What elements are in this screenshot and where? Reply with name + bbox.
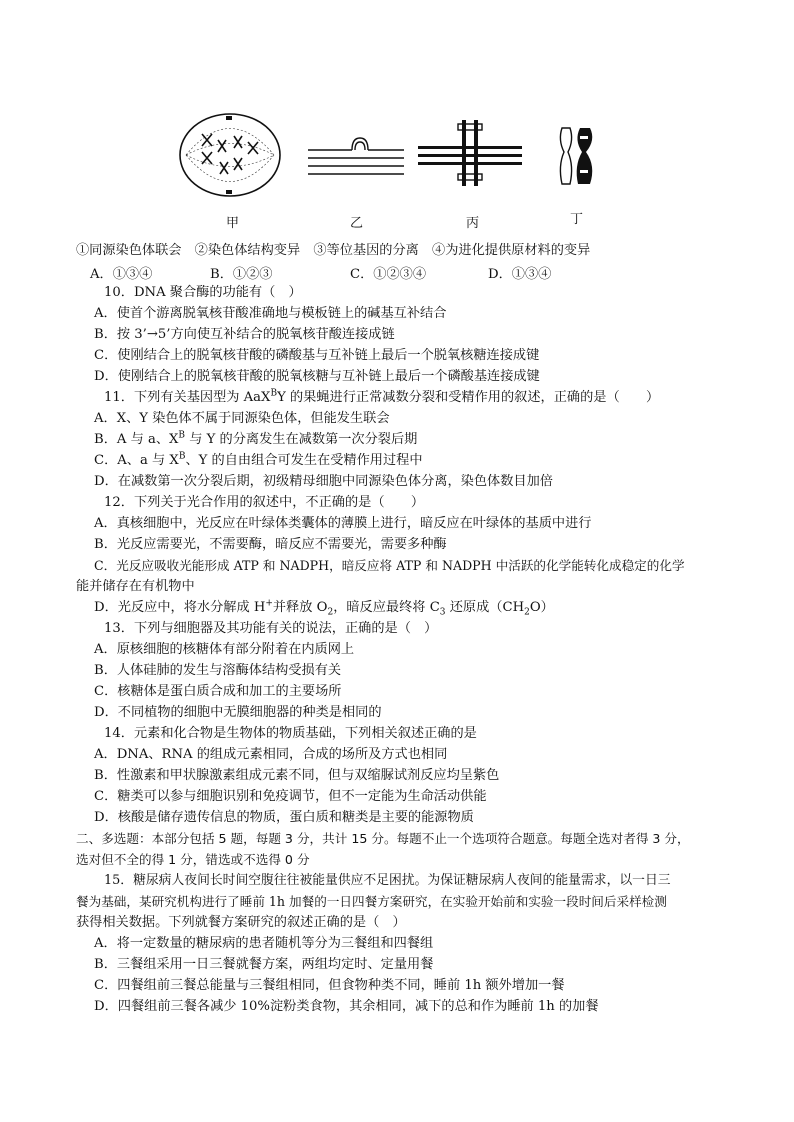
- q12-option-b: B．光反应需要光，不需要酶，暗反应不需要光，需要多种酶: [94, 537, 447, 552]
- q11-option-b: B．A 与 a、$X^B$ 与 Y 的分离发生在减数第一次分裂后期: [94, 430, 418, 447]
- q10-option-d: D．使刚结合上的脱氧核苷酸的脱氧核糖与互补链上最后一个磷酸基连接成键: [94, 369, 540, 384]
- q9-option-b: B．①②③: [210, 267, 273, 282]
- q15-stem-line1: 15．糖尿病人夜间长时间空腹往往被能量供应不足困扰。为保证糖尿病人夜间的能量需求，以一日三: [104, 873, 671, 888]
- q14-option-b: B．性激素和甲状腺激素组成元素不同，但与双缩脲试剂反应均呈紫色: [94, 768, 500, 783]
- figure-label-bing: 丙: [466, 216, 480, 231]
- q13-option-b: B．人体硅肺的发生与溶酶体结构受损有关: [94, 663, 342, 678]
- q11-option-c: C．A、a 与 $X^B$、Y 的自由组合可发生在受精作用过程中: [94, 451, 423, 468]
- q14-option-c: C．糖类可以参与细胞识别和免疫调节，但不一定能为生命活动供能: [94, 789, 487, 804]
- q9-statements: ①同源染色体联会 ②染色体结构变异 ③等位基因的分离 ④为进化提供原材料的变异: [76, 243, 591, 258]
- q12-option-c-cont: 能并储存在有机物中: [76, 579, 195, 594]
- chromosome-pair-figure: [556, 126, 608, 188]
- cross-pairing-figure: [418, 120, 522, 186]
- q9-option-c: C．①②③④: [350, 267, 427, 282]
- q15-option-b: B．三餐组采用一日三餐就餐方案，两组均定时、定量用餐: [94, 957, 434, 972]
- figure-label-ding: 丁: [570, 212, 584, 227]
- cell-division-figure: [178, 112, 282, 198]
- section-multiple-choice-heading: 二、多选题：本部分包括 5 题，每题 3 分，共计 15 分。每题不止一个选项符合题意。每题全选对者得 3 分，: [76, 831, 690, 846]
- q11-stem: 11．下列有关基因型为 AaX$^B$Y 的果蝇进行正常减数分裂和受精作用的叙述，正确的是（ ）: [104, 388, 660, 405]
- q10-option-b: B．按 3’→5’方向使互补结合的脱氧核苷酸连接成链: [94, 327, 395, 342]
- q12-option-c: C．光反应吸收光能形成 ATP 和 NADPH，暗反应将 ATP 和 NADPH 中活跃的化学能转化成稳定的化学: [94, 558, 685, 573]
- q14-option-a: A．DNA、RNA 的组成元素相同，合成的场所及方式也相同: [94, 747, 448, 762]
- q11-option-a: A．X、Y 染色体不属于同源染色体，但能发生联会: [94, 411, 390, 426]
- q15-option-a: A．将一定数量的糖尿病的患者随机等分为三餐组和四餐组: [94, 936, 434, 951]
- q14-option-d: D．核酸是储存遗传信息的物质，蛋白质和糖类是主要的能源物质: [94, 810, 474, 825]
- q15-option-c: C．四餐组前三餐总能量与三餐组相同，但食物种类不同，睡前 1h 额外增加一餐: [94, 978, 565, 993]
- q12-option-a: A．真核细胞中，光反应在叶绿体类囊体的薄膜上进行，暗反应在叶绿体的基质中进行: [94, 516, 592, 531]
- figure-label-jia: 甲: [226, 216, 240, 231]
- q15-stem-line3: 获得相关数据。下列就餐方案研究的叙述正确的是（ ）: [76, 915, 406, 930]
- q11-option-d: D．在减数第一次分裂后期，初级精母细胞中同源染色体分离，染色体数目加倍: [94, 474, 553, 489]
- figure-label-yi: 乙: [350, 216, 364, 231]
- q12-stem: 12．下列关于光合作用的叙述中，不正确的是（ ）: [104, 495, 425, 510]
- figure-row: [0, 112, 794, 232]
- q13-option-a: A．原核细胞的核糖体有部分附着在内质网上: [94, 642, 355, 657]
- q13-stem: 13．下列与细胞器及其功能有关的说法，正确的是（ ）: [104, 621, 438, 636]
- q13-option-d: D．不同植物的细胞中无膜细胞器的种类是相同的: [94, 705, 382, 720]
- q12-option-d: D．光反应中，将水分解成 H+并释放 $O_2$，暗反应最终将 $C_3$ 还原成$(CH_2O)$: [94, 598, 554, 618]
- q10-stem: 10．DNA 聚合酶的功能有（ ）: [104, 285, 302, 300]
- q15-option-d: D．四餐组前三餐各减少 10%淀粉类食物，其余相同，减下的总和作为睡前 1h 的加餐: [94, 999, 599, 1014]
- section-multiple-choice-scoring: 选对但不全的得 1 分，错选或不选得 0 分: [76, 852, 310, 867]
- q10-option-c: C．使刚结合上的脱氧核苷酸的磷酸基与互补链上最后一个脱氧核糖连接成键: [94, 348, 540, 363]
- q9-option-d: D．①③④: [488, 267, 552, 282]
- q15-stem-line2: 餐为基础，某研究机构进行了睡前 1h 加餐的一日四餐方案研究，在实验开始前和实验一段时间后采样检测: [76, 894, 667, 909]
- q14-stem: 14．元素和化合物是生物体的物质基础，下列相关叙述正确的是: [104, 726, 477, 741]
- chromosome-loop-figure: [308, 136, 404, 176]
- q9-option-a: A．①③④: [90, 267, 153, 282]
- q13-option-c: C．核糖体是蛋白质合成和加工的主要场所: [94, 684, 342, 699]
- q10-option-a: A．使首个游离脱氧核苷酸准确地与模板链上的碱基互补结合: [94, 306, 447, 321]
